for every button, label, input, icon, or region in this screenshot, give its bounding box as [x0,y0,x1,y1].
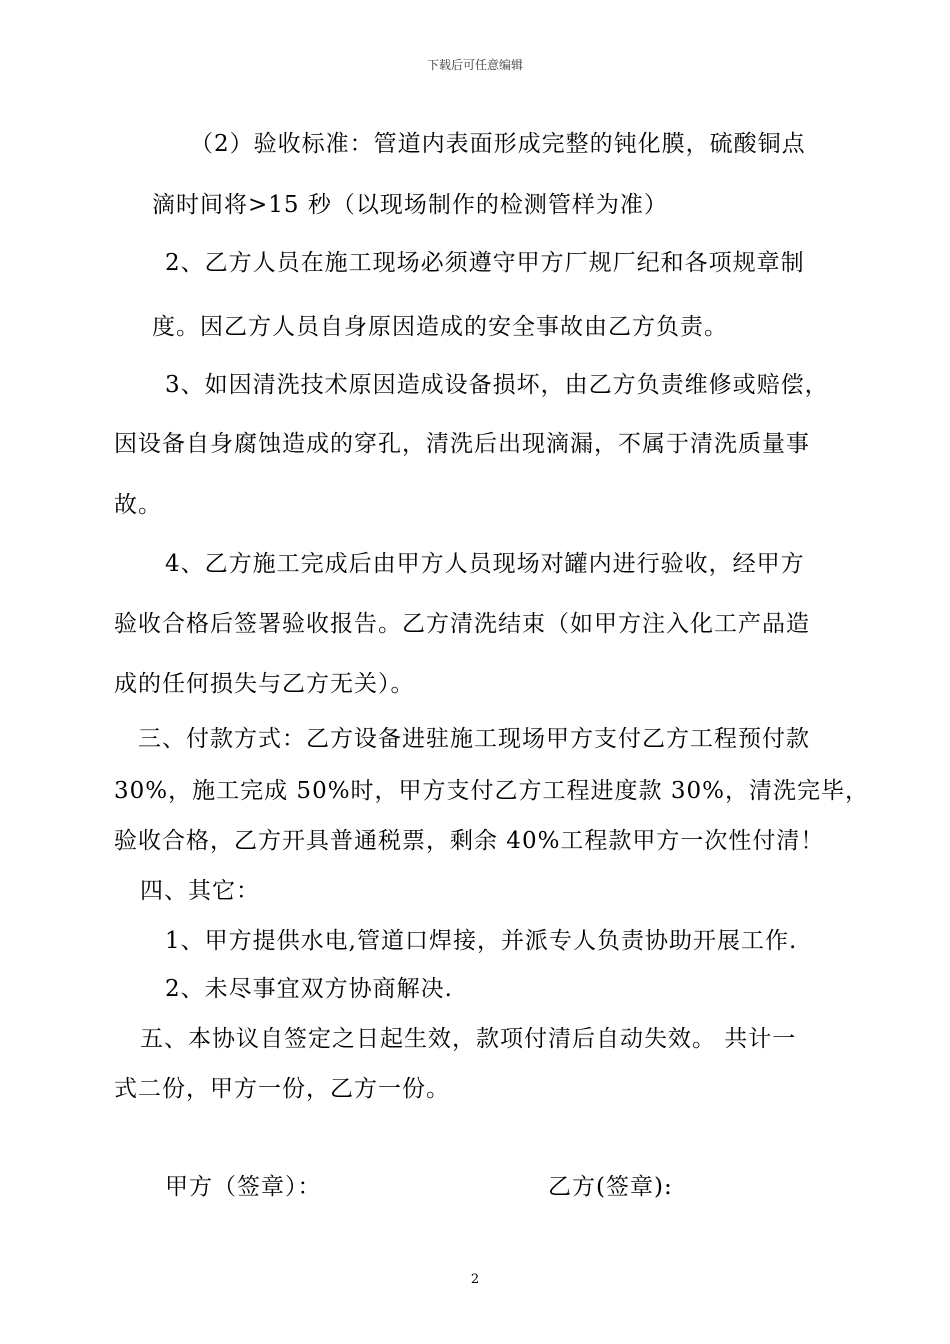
text-line: 因设备自身腐蚀造成的穿孔，清洗后出现滴漏，不属于清洗质量事 [114,431,810,457]
party-a-signature-label: 甲方（签章）： [165,1174,322,1200]
text-line: 度。因乙方人员自身原因造成的安全事故由乙方负责。 [152,314,728,340]
text-line: 成的任何损失与乙方无关）。 [114,671,415,697]
text-line: （2）验收标准：管道内表面形成完整的钝化膜，硫酸铜点 [190,131,806,157]
page-header: 下载后可任意编辑 [426,58,523,72]
text-line: 3、如因清洗技术原因造成设备损坏，由乙方负责维修或赔偿， [165,372,829,398]
text-line: 验收合格后签署验收报告。乙方清洗结束（如甲方注入化工产品造 [114,611,810,637]
text-line: 五、本协议自签定之日起生效，款项付清后自动失效。 共计一 [140,1026,797,1052]
text-line: 四、其它： [140,878,260,904]
text-line: 2、乙方人员在施工现场必须遵守甲方厂规厂纪和各项规章制 [165,250,805,276]
page-number: 2 [470,1272,480,1287]
text-line: 4、乙方施工完成后由甲方人员现场对罐内进行验收，经甲方 [165,551,805,577]
text-line: 三、付款方式：乙方设备进驻施工现场甲方支付乙方工程预付款 [138,726,810,752]
text-line: 1、甲方提供水电,管道口焊接，并派专人负责协助开展工作. [165,928,798,954]
party-b-signature-label: 乙方(签章): [548,1174,673,1200]
text-line: 30%，施工完成 50%时，甲方支付乙方工程进度款 30%，清洗完毕， [114,778,869,804]
text-line: 滴时间将>15 秒（以现场制作的检测管样为准） [152,192,668,218]
text-line: 故。 [114,492,162,518]
text-line: 2、未尽事宜双方协商解决. [165,976,453,1002]
text-line: 验收合格，乙方开具普通税票，剩余 40%工程款甲方一次性付清！ [114,828,825,854]
text-line: 式二份，甲方一份，乙方一份。 [114,1076,450,1102]
